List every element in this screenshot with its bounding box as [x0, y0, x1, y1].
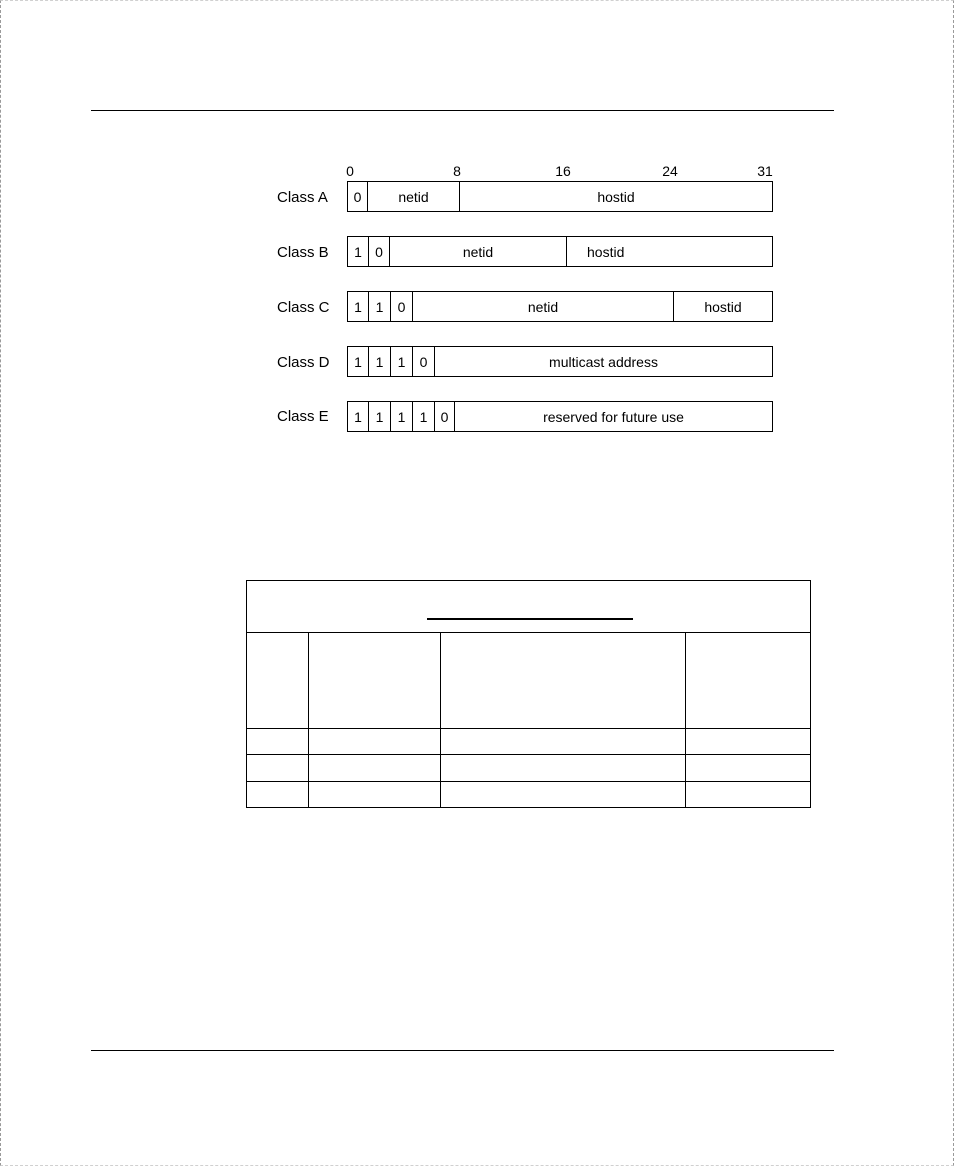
class-a-label: Class A	[277, 189, 328, 206]
class-bit-field: 0	[368, 237, 389, 266]
class-bit-field: 1	[390, 347, 412, 376]
class-e-format	[347, 401, 773, 432]
table-column-divider	[308, 632, 309, 807]
address-class-table	[246, 580, 811, 808]
class-b-label: Class B	[277, 244, 329, 261]
class-d-format	[347, 346, 773, 377]
class-bit-field: 1	[368, 402, 390, 431]
table-row-divider	[247, 754, 810, 755]
table-column-divider	[440, 632, 441, 807]
class-bit-field: 1	[412, 402, 434, 431]
header-rule	[91, 110, 834, 111]
class-bit-field: 0	[390, 292, 412, 321]
class-bit-field: 1	[354, 298, 362, 315]
bit-position-label: 24	[662, 163, 678, 179]
class-bit-field: 1	[368, 292, 390, 321]
table-row-divider	[247, 781, 810, 782]
class-bit-field: 0	[434, 402, 454, 431]
bit-position-label: 0	[346, 163, 354, 179]
table-title-underline	[427, 618, 633, 620]
class-bit-field: 1	[354, 408, 362, 425]
netid-field: netid	[367, 182, 459, 211]
bit-position-label: 31	[757, 163, 773, 179]
class-bit-field: 1	[390, 402, 412, 431]
class-bit-field: 1	[368, 347, 390, 376]
multicast-address-field: multicast address	[434, 347, 772, 376]
class-d-label: Class D	[277, 354, 330, 371]
hostid-field: hostid	[566, 237, 772, 266]
class-a-format	[347, 181, 773, 212]
hostid-field: hostid	[673, 292, 772, 321]
class-c-format	[347, 291, 773, 322]
class-bit-field: 0	[412, 347, 434, 376]
table-header-divider	[247, 728, 810, 729]
netid-field: netid	[389, 237, 566, 266]
bit-position-label: 16	[555, 163, 571, 179]
table-column-divider	[685, 632, 686, 807]
class-b-format	[347, 236, 773, 267]
class-bit-field: 1	[354, 243, 362, 260]
table-title-divider	[247, 632, 810, 633]
netid-field: netid	[412, 292, 673, 321]
class-c-label: Class C	[277, 299, 330, 316]
bit-position-label: 8	[453, 163, 461, 179]
class-e-label: Class E	[277, 408, 329, 425]
hostid-field: hostid	[459, 182, 772, 211]
reserved-field: reserved for future use	[454, 402, 772, 431]
footer-rule	[91, 1050, 834, 1051]
class-bit-field: 1	[354, 353, 362, 370]
class-bit-field: 0	[353, 188, 362, 205]
